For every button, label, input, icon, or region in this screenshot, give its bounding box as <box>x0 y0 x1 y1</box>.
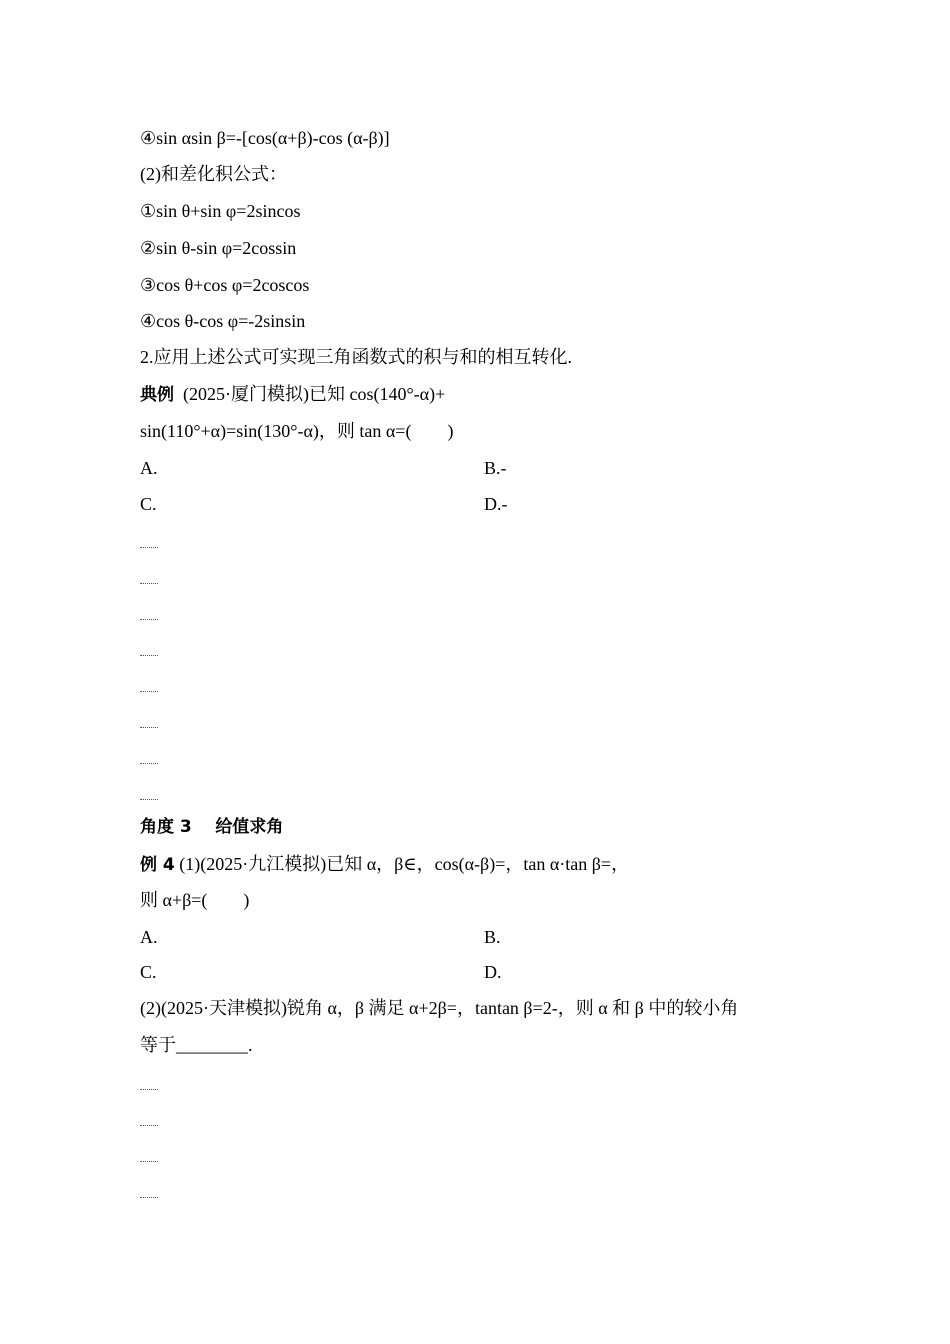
formula-sum-to-product-4: ④cos θ-cos φ=-2sinsin <box>140 311 306 331</box>
answer-line-placeholder <box>140 1197 158 1198</box>
option-a: A. <box>140 927 158 947</box>
example-label: 典例 <box>140 385 174 405</box>
example-4-part-2-line-1: (2)(2025·天津模拟)锐角 α，β 满足 α+2β=，tantan β=2-，则 α 和 β 中的较小角 <box>140 998 739 1018</box>
formula-product-to-sum-4: ④sin αsin β=-[cos(α+β)-cos (α-β)] <box>140 128 390 148</box>
section-heading-angle-3: 角度 3 给值求角 <box>140 817 284 837</box>
formula-sum-to-product-2: ②sin θ-sin φ=2cossin <box>140 238 297 258</box>
formula-sum-to-product-1: ①sin θ+sin φ=2sincos <box>140 201 301 221</box>
option-c: C. <box>140 494 157 514</box>
example-problem-line-2: sin(110°+α)=sin(130°-α)，则 tan α=( ) <box>140 421 454 441</box>
answer-line-placeholder <box>140 583 158 584</box>
answer-line-placeholder <box>140 1125 158 1126</box>
answer-line-placeholder <box>140 655 158 656</box>
option-a: A. <box>140 458 158 478</box>
example-4-line-2: 则 α+β=( ) <box>140 890 250 910</box>
answer-line-placeholder <box>140 1089 158 1090</box>
answer-line-placeholder <box>140 691 158 692</box>
example-text: (2025·厦门模拟)已知 cos(140°-α)+ <box>174 384 446 404</box>
example-4-text: (1)(2025·九江模拟)已知 α，β∈，cos(α-β)=，tan α·tan β=， <box>174 854 630 874</box>
example-problem-line-1 <box>140 382 445 407</box>
answer-line-placeholder <box>140 619 158 620</box>
answer-line-placeholder <box>140 727 158 728</box>
option-b: B.- <box>484 458 507 478</box>
example-4-line-1 <box>140 852 629 877</box>
answer-line-placeholder <box>140 547 158 548</box>
formula-sum-to-product-3: ③cos θ+cos φ=2coscos <box>140 275 310 295</box>
example-4-label: 例 4 <box>140 855 175 875</box>
option-d: D.- <box>484 494 508 514</box>
section-sum-to-product-title: (2)和差化积公式： <box>140 164 287 184</box>
option-d: D. <box>484 962 502 982</box>
option-b: B. <box>484 927 501 947</box>
answer-line-placeholder <box>140 763 158 764</box>
option-c: C. <box>140 962 157 982</box>
example-4-part-2-line-2: 等于________. <box>140 1035 253 1055</box>
answer-line-placeholder <box>140 1161 158 1162</box>
answer-line-placeholder <box>140 799 158 800</box>
application-note: 2.应用上述公式可实现三角函数式的积与和的相互转化. <box>140 347 572 367</box>
